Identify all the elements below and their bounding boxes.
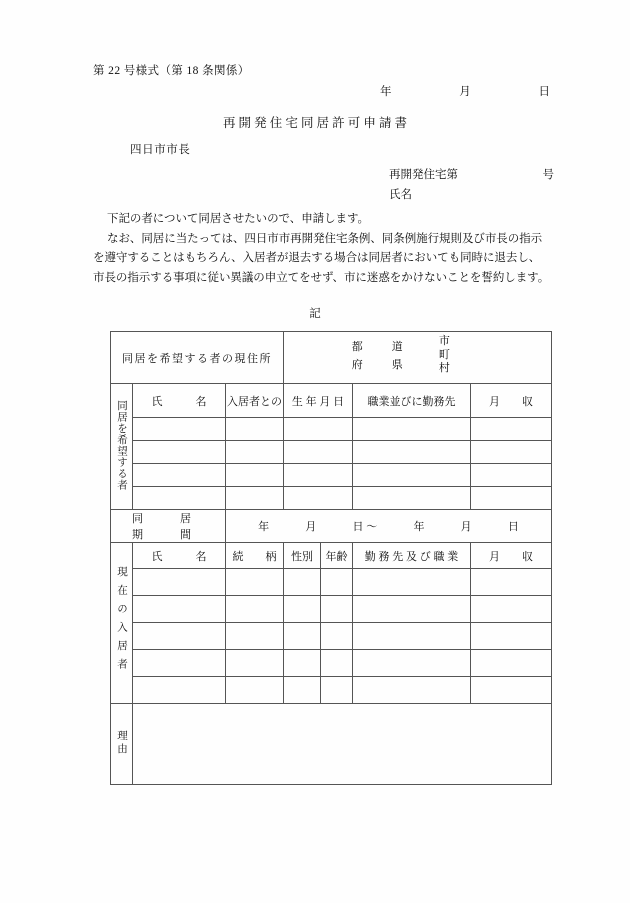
prefecture-line-1: 都 道 — [351, 341, 412, 353]
resident-age-input[interactable] — [321, 569, 353, 596]
resident-gender-input[interactable] — [284, 569, 321, 596]
municipality-son: 村 — [438, 362, 450, 374]
resident-relation-input[interactable] — [226, 569, 284, 596]
applicant-relation-input[interactable] — [226, 464, 284, 487]
applicant-name-label: 氏名 — [389, 189, 412, 201]
applicants-header-row — [111, 384, 552, 418]
applicants-side-label-cell — [111, 384, 133, 510]
housing-number-row — [389, 166, 554, 182]
applicant-birthdate-input[interactable] — [284, 487, 353, 510]
residents-header-income: 月 収 — [471, 543, 552, 569]
municipality-chou: 町 — [438, 348, 450, 361]
resident-income-input[interactable] — [471, 677, 552, 704]
reason-row — [111, 704, 552, 785]
table-row — [111, 623, 552, 650]
municipality-label — [439, 335, 450, 376]
applicants-header-income: 月 収 — [471, 384, 552, 418]
date-year-label: 年 — [380, 86, 392, 98]
period-end-month: 月 — [460, 521, 472, 533]
resident-age-input[interactable] — [321, 623, 353, 650]
resident-income-input[interactable] — [471, 623, 552, 650]
address-stack — [284, 332, 551, 383]
period-dates — [226, 518, 551, 534]
address-value-cell[interactable] — [284, 332, 552, 384]
applicant-birthdate-input[interactable] — [284, 441, 353, 464]
housing-number-unit: 号 — [542, 169, 554, 181]
form-number: 第 22 号様式（第 18 条関係） — [93, 65, 250, 77]
body-text — [93, 210, 551, 288]
resident-age-input[interactable] — [321, 677, 353, 704]
reason-label-cell — [111, 704, 133, 785]
resident-name-input[interactable] — [133, 623, 226, 650]
applicants-header-relation: 入居者との — [226, 384, 284, 418]
resident-occupation-input[interactable] — [353, 569, 471, 596]
applicant-relation-input[interactable] — [226, 418, 284, 441]
applicant-occupation-input[interactable] — [353, 487, 471, 510]
municipality-shi: 市 — [438, 335, 450, 347]
document-title: 再開発住宅同居許可申請書 — [222, 116, 411, 130]
applicant-birthdate-input[interactable] — [284, 418, 353, 441]
resident-name-input[interactable] — [133, 596, 226, 623]
period-start-day: 日 ～ — [352, 521, 378, 533]
period-label: 同 居 期 間 — [132, 513, 228, 541]
applicant-name-input[interactable] — [133, 487, 226, 510]
addressee: 四日市市長 — [130, 144, 191, 156]
ki-marker: 記 — [309, 308, 321, 320]
resident-occupation-input[interactable] — [353, 650, 471, 677]
address-label: 同居を希望する者の現住所 — [122, 352, 272, 365]
housing-number-label: 再開発住宅第 — [389, 169, 458, 181]
body-paragraph-1: 下記の者について同居させたいので、申請します。 — [107, 213, 369, 225]
table-row — [111, 677, 552, 704]
applicant-occupation-input[interactable] — [353, 441, 471, 464]
reason-input[interactable] — [133, 704, 552, 785]
resident-name-input[interactable] — [133, 677, 226, 704]
address-row — [111, 332, 552, 384]
date-month-label: 月 — [459, 86, 471, 98]
table-row — [111, 650, 552, 677]
residents-header-gender: 性別 — [284, 543, 321, 569]
table-row — [111, 569, 552, 596]
applicants-side-label: 同居を希望する者 — [116, 399, 127, 491]
applicant-name-input[interactable] — [133, 441, 226, 464]
applicant-name-input[interactable] — [133, 418, 226, 441]
date-day-label: 日 — [538, 86, 550, 98]
period-start-year: 年 — [258, 521, 270, 533]
residents-header-name: 氏 名 — [133, 543, 226, 569]
resident-age-input[interactable] — [321, 650, 353, 677]
resident-relation-input[interactable] — [226, 650, 284, 677]
prefecture-line-2: 府 県 — [351, 359, 412, 371]
residents-side-label-cell — [111, 543, 133, 704]
period-start-month: 月 — [305, 521, 317, 533]
period-label-cell — [111, 510, 226, 543]
applicant-income-input[interactable] — [471, 464, 552, 487]
body-paragraph-4: 市長の指示する事項に従い異議の申立てをせず、市に迷惑をかけないことを誓約します。 — [93, 271, 550, 284]
applicant-name-input[interactable] — [133, 464, 226, 487]
applicant-birthdate-input[interactable] — [284, 464, 353, 487]
resident-name-input[interactable] — [133, 569, 226, 596]
applicant-income-input[interactable] — [471, 418, 552, 441]
table-row — [111, 464, 552, 487]
applicant-relation-input[interactable] — [226, 441, 284, 464]
resident-occupation-input[interactable] — [353, 677, 471, 704]
resident-occupation-input[interactable] — [353, 623, 471, 650]
residents-header-row — [111, 543, 552, 569]
prefecture-label — [343, 338, 412, 374]
body-paragraph-3: を遵守することはもちろん、入居者が退去する場合は同居者においても同時に退去し、 — [93, 252, 541, 265]
table-row — [111, 418, 552, 441]
resident-income-input[interactable] — [471, 569, 552, 596]
table-row — [111, 596, 552, 623]
applicant-block — [389, 166, 554, 206]
resident-gender-input[interactable] — [284, 650, 321, 677]
application-form-table — [110, 331, 552, 785]
resident-relation-input[interactable] — [226, 623, 284, 650]
period-row — [111, 510, 552, 543]
address-label-cell — [111, 332, 284, 384]
applicants-header-name: 氏 名 — [133, 384, 226, 418]
residents-header-age: 年齢 — [321, 543, 353, 569]
resident-gender-input[interactable] — [284, 596, 321, 623]
resident-income-input[interactable] — [471, 596, 552, 623]
period-end-day: 日 — [507, 521, 519, 533]
date-line — [380, 83, 550, 99]
applicant-income-input[interactable] — [471, 487, 552, 510]
applicants-header-birthdate: 生 年 月 日 — [284, 384, 353, 418]
resident-income-input[interactable] — [471, 650, 552, 677]
period-value-cell[interactable] — [226, 510, 552, 543]
resident-gender-input[interactable] — [284, 677, 321, 704]
table-row — [111, 487, 552, 510]
table-row — [111, 441, 552, 464]
residents-side-label: 現在の入居者 — [116, 566, 127, 677]
applicant-relation-input[interactable] — [226, 487, 284, 510]
applicant-name-row — [389, 186, 554, 202]
reason-label: 理由 — [116, 729, 127, 756]
residents-header-relation: 続 柄 — [226, 543, 284, 569]
resident-relation-input[interactable] — [226, 596, 284, 623]
residents-header-occupation: 勤 務 先 及 び 職 業 — [353, 543, 471, 569]
applicant-income-input[interactable] — [471, 441, 552, 464]
applicants-header-occupation: 職業並びに勤務先 — [353, 384, 471, 418]
resident-name-input[interactable] — [133, 650, 226, 677]
applicant-occupation-input[interactable] — [353, 464, 471, 487]
body-paragraph-2: なお、同居に当たっては、四日市市再開発住宅条例、同条例施行規則及び市長の指示 — [107, 232, 543, 245]
resident-occupation-input[interactable] — [353, 596, 471, 623]
resident-gender-input[interactable] — [284, 623, 321, 650]
applicant-occupation-input[interactable] — [353, 418, 471, 441]
resident-age-input[interactable] — [321, 596, 353, 623]
resident-relation-input[interactable] — [226, 677, 284, 704]
period-end-year: 年 — [413, 521, 425, 533]
